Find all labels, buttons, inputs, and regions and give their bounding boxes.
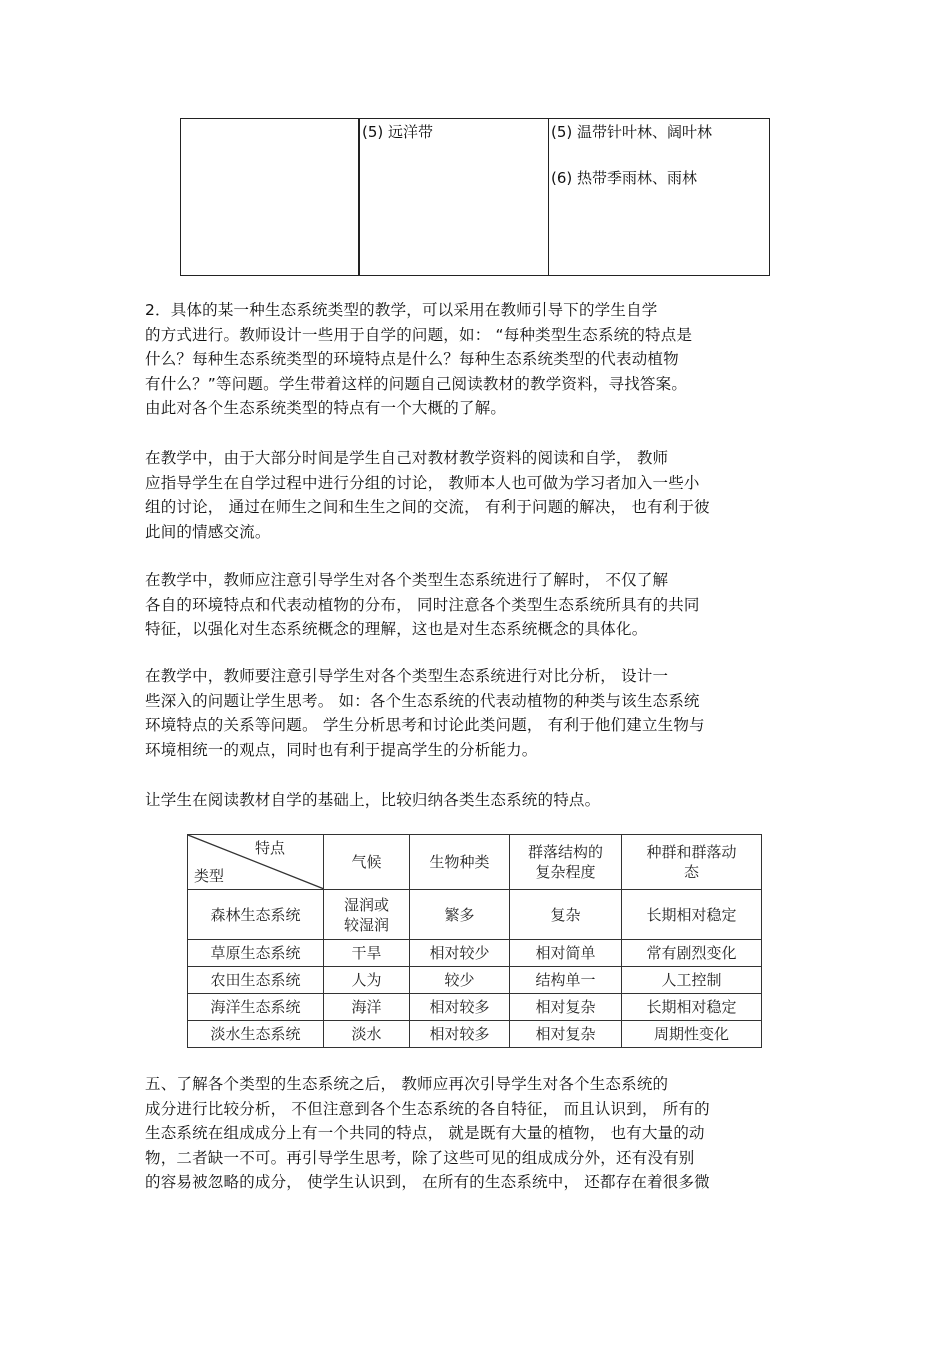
structure-cell: 相对复杂	[510, 994, 622, 1021]
text-line: 组的讨论， 通过在师生之间和生生之间的交流， 有利于问题的解决， 也有利于彼	[145, 498, 710, 516]
dynamics-cell: 人工控制	[622, 967, 762, 994]
table-row	[188, 940, 762, 967]
corner-label-top: 特点	[254, 839, 285, 857]
header-text: 种群和群落动	[646, 843, 737, 861]
species-cell: 较少	[410, 967, 510, 994]
climate-cell: 干旱	[324, 940, 410, 967]
corner-label-bottom: 类型	[194, 867, 225, 885]
ocean-zone-cell	[359, 119, 549, 276]
text-line: 环境特点的关系等问题。 学生分析思考和讨论此类问题， 有利于他们建立生物与	[145, 716, 705, 734]
structure-cell: 复杂	[510, 890, 622, 940]
text-line: 生态系统在组成成分上有一个共同的特点， 就是既有大量的植物， 也有大量的动	[145, 1124, 705, 1142]
table-row	[188, 967, 762, 994]
header-text: 气候	[351, 853, 382, 871]
paragraph	[145, 788, 810, 813]
text-line: 环境相统一的观点，同时也有利于提高学生的分析能力。	[145, 740, 538, 759]
dynamics-cell: 周期性变化	[622, 1021, 762, 1048]
text-line: 有什么？”等问题。学生带着这样的问题自己阅读教材的教学资料，寻找答案。	[145, 374, 688, 393]
column-header	[410, 835, 510, 890]
table-row	[188, 994, 762, 1021]
cell-text: (5) 远洋带	[362, 123, 434, 141]
ecosystem-characteristics-table	[187, 834, 762, 1048]
climate-cell: 人为	[324, 967, 410, 994]
text-line: 在教学中，教师应注意引导学生对各个类型生态系统进行了解时， 不仅了解	[145, 571, 669, 589]
text-line: 些深入的问题让学生思考。 如：各个生态系统的代表动植物的种类与该生态系统	[145, 691, 700, 710]
paragraph	[145, 664, 810, 762]
forest-types-cell	[549, 119, 770, 276]
text-line: 应指导学生在自学过程中进行分组的讨论， 教师本人也可做为学习者加入一些小	[145, 473, 700, 492]
column-header	[510, 835, 622, 890]
cell-text: 湿润或	[343, 895, 389, 914]
text-line: 让学生在阅读教材自学的基础上，比较归纳各类生态系统的特点。	[145, 791, 601, 809]
structure-cell: 结构单一	[510, 967, 622, 994]
text-line: 什么？每种生态系统类型的环境特点是什么？每种生态系统类型的代表动植物	[145, 350, 679, 368]
text-line: 物，二者缺一不可。再引导学生思考，除了这些可见的组成成分外，还有没有别	[145, 1148, 695, 1167]
empty-cell	[181, 119, 360, 276]
dynamics-cell: 长期相对稳定	[622, 994, 762, 1021]
climate-cell	[324, 890, 410, 940]
paragraph	[145, 568, 810, 642]
dynamics-cell: 长期相对稳定	[622, 890, 762, 940]
paragraph	[145, 1072, 810, 1195]
text-line: 各自的环境特点和代表动植物的分布， 同时注意各个类型生态系统所具有的共同	[145, 595, 700, 614]
climate-cell: 海洋	[324, 994, 410, 1021]
column-header	[324, 835, 410, 890]
text-line: 由此对各个生态系统类型的特点有一个大概的了解。	[145, 399, 507, 417]
text-line: 特征，以强化对生态系统概念的理解，这也是对生态系统概念的具体化。	[145, 620, 648, 638]
cell-text: 较湿润	[343, 915, 389, 934]
species-cell: 相对较少	[410, 940, 510, 967]
continuation-table	[180, 118, 770, 276]
text-line: 的方式进行。教师设计一些用于自学的问题，如： “每种类型生态系统的特点是	[145, 325, 693, 344]
structure-cell: 相对复杂	[510, 1021, 622, 1048]
table-row	[188, 890, 762, 940]
text-line: 五、了解各个类型的生态系统之后， 教师应再次引导学生对各个生态系统的	[145, 1075, 669, 1093]
text-line: 的容易被忽略的成分， 使学生认识到， 在所有的生态系统中， 还都存在着很多微	[145, 1173, 710, 1191]
header-row	[188, 835, 762, 890]
header-text: 复杂程度	[535, 863, 596, 881]
table-row	[188, 1021, 762, 1048]
type-cell: 森林生态系统	[188, 890, 324, 940]
species-cell: 繁多	[410, 890, 510, 940]
structure-cell: 相对简单	[510, 940, 622, 967]
type-cell: 淡水生态系统	[188, 1021, 324, 1048]
paragraph	[145, 298, 810, 421]
header-text: 态	[683, 863, 699, 881]
cell-text: (5) 温带针叶林、阔叶林	[551, 123, 713, 141]
dynamics-cell: 常有剧烈变化	[622, 940, 762, 967]
text-line: 在教学中，由于大部分时间是学生自己对教材教学资料的阅读和自学， 教师	[145, 449, 669, 467]
cell-text: (6) 热带季雨林、雨林	[551, 169, 698, 187]
type-cell: 农田生态系统	[188, 967, 324, 994]
header-text: 生物种类	[429, 853, 490, 871]
diagonal-header-cell	[188, 835, 324, 890]
header-text: 群落结构的	[527, 843, 603, 861]
column-header	[622, 835, 762, 890]
species-cell: 相对较多	[410, 1021, 510, 1048]
text-line: 在教学中，教师要注意引导学生对各个类型生态系统进行对比分析， 设计一	[145, 667, 669, 685]
type-cell: 草原生态系统	[188, 940, 324, 967]
text-line: 此间的情感交流。	[145, 522, 271, 541]
species-cell: 相对较多	[410, 994, 510, 1021]
text-line: 成分进行比较分析， 不但注意到各个生态系统的各自特征， 而且认识到， 所有的	[145, 1099, 710, 1118]
text-line: 2．具体的某一种生态系统类型的教学，可以采用在教师引导下的学生自学	[145, 301, 658, 319]
paragraph	[145, 446, 810, 544]
type-cell: 海洋生态系统	[188, 994, 324, 1021]
climate-cell: 淡水	[324, 1021, 410, 1048]
